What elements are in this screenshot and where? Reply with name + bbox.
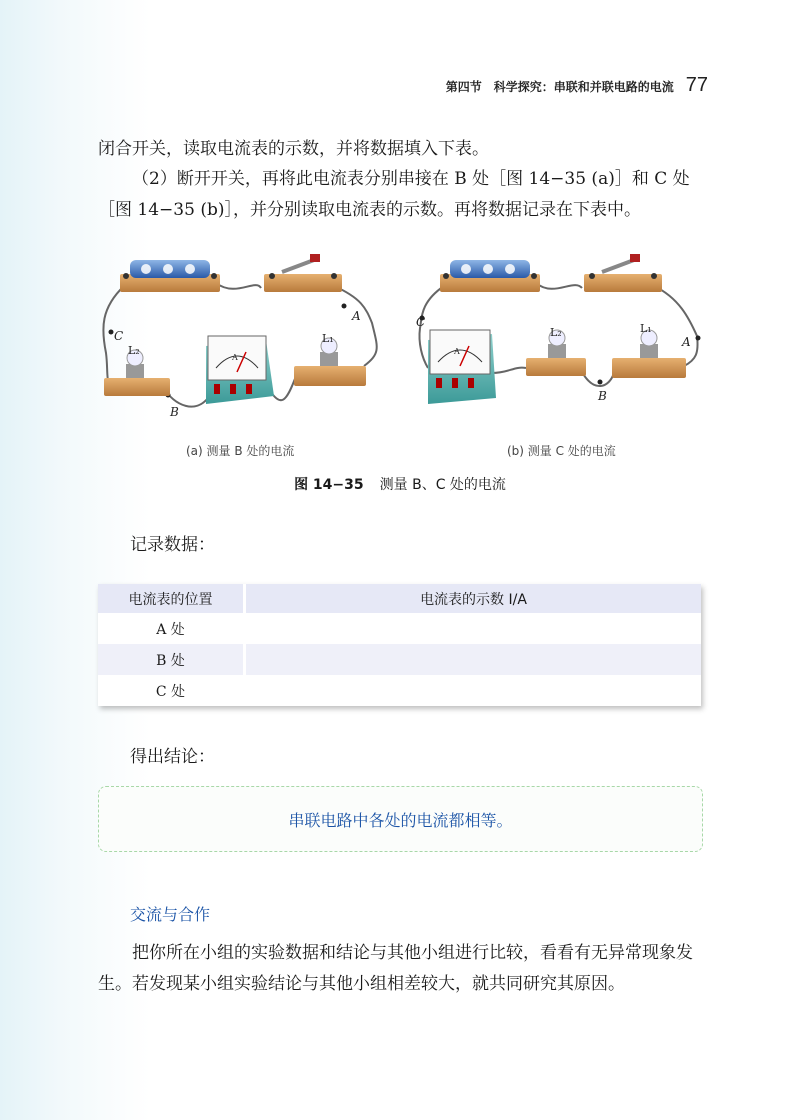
point-a-b — [696, 336, 701, 341]
conclusion-text: 串联电路中各处的电流都相等。 — [288, 810, 513, 830]
label-l1: L₁ — [640, 322, 652, 335]
label-l2: L₂ — [128, 344, 140, 357]
figure-caption-b: (b) 测量 C 处的电流 — [507, 444, 616, 458]
table-header-row — [98, 584, 701, 613]
table-cell-reading[interactable] — [245, 675, 702, 706]
wire — [492, 368, 526, 373]
table-cell-position: C 处 — [98, 675, 245, 706]
switch-a — [264, 254, 342, 292]
table-cell-position: A 处 — [98, 613, 245, 644]
wire — [216, 283, 261, 289]
table-header-reading: 电流表的示数 I/A — [245, 584, 702, 613]
table-cell-reading[interactable] — [245, 613, 702, 644]
circuit-b — [416, 254, 701, 404]
wire — [536, 283, 582, 289]
table-row — [98, 675, 701, 706]
bulb-l1-b — [612, 330, 686, 378]
label-b: B — [170, 405, 179, 419]
label-l2: L₂ — [550, 326, 562, 339]
label-c: C — [114, 329, 124, 343]
circuit-a — [103, 254, 376, 419]
point-c-a — [109, 330, 114, 335]
table-header-position: 电流表的位置 — [98, 584, 245, 613]
switch-b — [584, 254, 662, 292]
label-c: C — [416, 315, 426, 329]
label-a: A — [682, 335, 691, 349]
paragraph-1: 闭合开关，读取电流表的示数，并将数据填入下表。 — [98, 139, 489, 159]
bulb-l1-a — [294, 338, 366, 386]
table-cell-reading[interactable] — [245, 644, 702, 675]
page-header — [446, 74, 708, 97]
paragraph-3: 把你所在小组的实验数据和结论与其他小组进行比较，看看有无异常现象发生。若发现某小组实验结论与其他小组相差较大，就共同研究其原因。 — [98, 943, 693, 994]
data-table — [98, 584, 701, 706]
wire — [654, 286, 698, 366]
table-row — [98, 644, 701, 675]
table-row — [98, 613, 701, 644]
figure-number: 图 14−35 — [294, 477, 364, 493]
figure-title — [0, 474, 800, 494]
label-l1: L₁ — [322, 332, 334, 345]
circuit-figure — [96, 248, 711, 428]
label-meter: A — [232, 353, 238, 362]
table-cell-position: B 处 — [98, 644, 245, 675]
label-a: A — [352, 309, 361, 323]
battery-holder-a — [120, 260, 220, 292]
point-a-a — [342, 304, 347, 309]
label-b: B — [598, 389, 607, 403]
conclusion-label: 得出结论： — [130, 747, 215, 767]
ammeter-b — [428, 330, 496, 404]
conclusion-box — [98, 786, 703, 852]
section-title-header: 第四节 科学探究：串联和并联电路的电流 — [445, 80, 674, 94]
figure-caption-a: (a) 测量 B 处的电流 — [186, 444, 295, 458]
figure-title-text: 测量 B、C 处的电流 — [379, 477, 506, 493]
wire — [334, 286, 377, 366]
point-b-b — [598, 380, 603, 385]
ammeter-a — [206, 336, 274, 404]
wire — [582, 372, 614, 386]
battery-holder-b — [440, 260, 540, 292]
section-heading: 交流与合作 — [130, 905, 211, 924]
record-data-label: 记录数据： — [130, 535, 215, 555]
paragraph-2: （2）断开开关，再将此电流表分别串接在 B 处［图 14−35 (a)］和 C 处［图 14−35 (b)］，并分别读取电流表的示数。再将数据记录在下表中。 — [98, 169, 690, 220]
page-number: 77 — [685, 74, 708, 96]
label-meter: A — [454, 347, 460, 356]
